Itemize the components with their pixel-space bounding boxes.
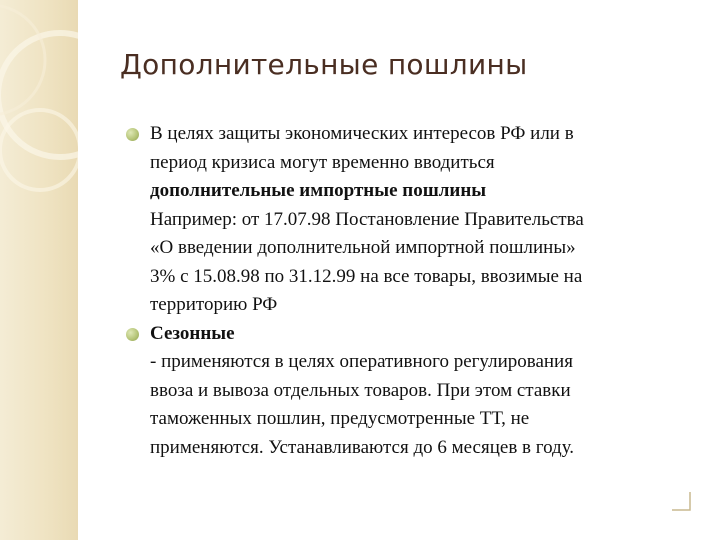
bullet-dot-icon bbox=[126, 328, 139, 341]
bullet-item-seasonal bbox=[126, 320, 706, 463]
corner-decoration-icon bbox=[670, 490, 692, 512]
text-line: 3% с 15.08.98 по 31.12.99 на все товары, ввозимые на bbox=[150, 265, 583, 287]
sidebar-circles-decoration bbox=[0, 0, 78, 540]
text-line: таможенных пошлин, предусмотренные ТТ, не bbox=[150, 408, 530, 429]
text-line: «О введении дополнительной импортной пошлины» bbox=[150, 237, 576, 258]
text-line: территорию РФ bbox=[150, 294, 278, 315]
text-line: применяются. Устанавливаются до 6 месяцев в году. bbox=[150, 436, 575, 458]
slide-content bbox=[126, 120, 706, 462]
text-line: В целях защиты экономических интересов РФ или в bbox=[150, 123, 574, 144]
text-line: - применяются в целях оперативного регулирования bbox=[150, 351, 573, 372]
text-line: Например: от 17.07.98 Постановление Правительства bbox=[150, 208, 584, 230]
bullet-dot-icon bbox=[126, 128, 139, 141]
decorative-sidebar bbox=[0, 0, 78, 540]
text-line: ввоза и вывоза отдельных товаров. При этом ставки bbox=[150, 379, 571, 401]
text-line: период кризиса могут временно вводиться bbox=[150, 151, 495, 173]
emphasis-line: Сезонные bbox=[150, 322, 235, 344]
bullet-item-additional-duties bbox=[126, 120, 706, 320]
emphasis-line: дополнительные импортные пошлины bbox=[150, 180, 487, 201]
slide-title: Дополнительные пошлины bbox=[120, 48, 528, 81]
